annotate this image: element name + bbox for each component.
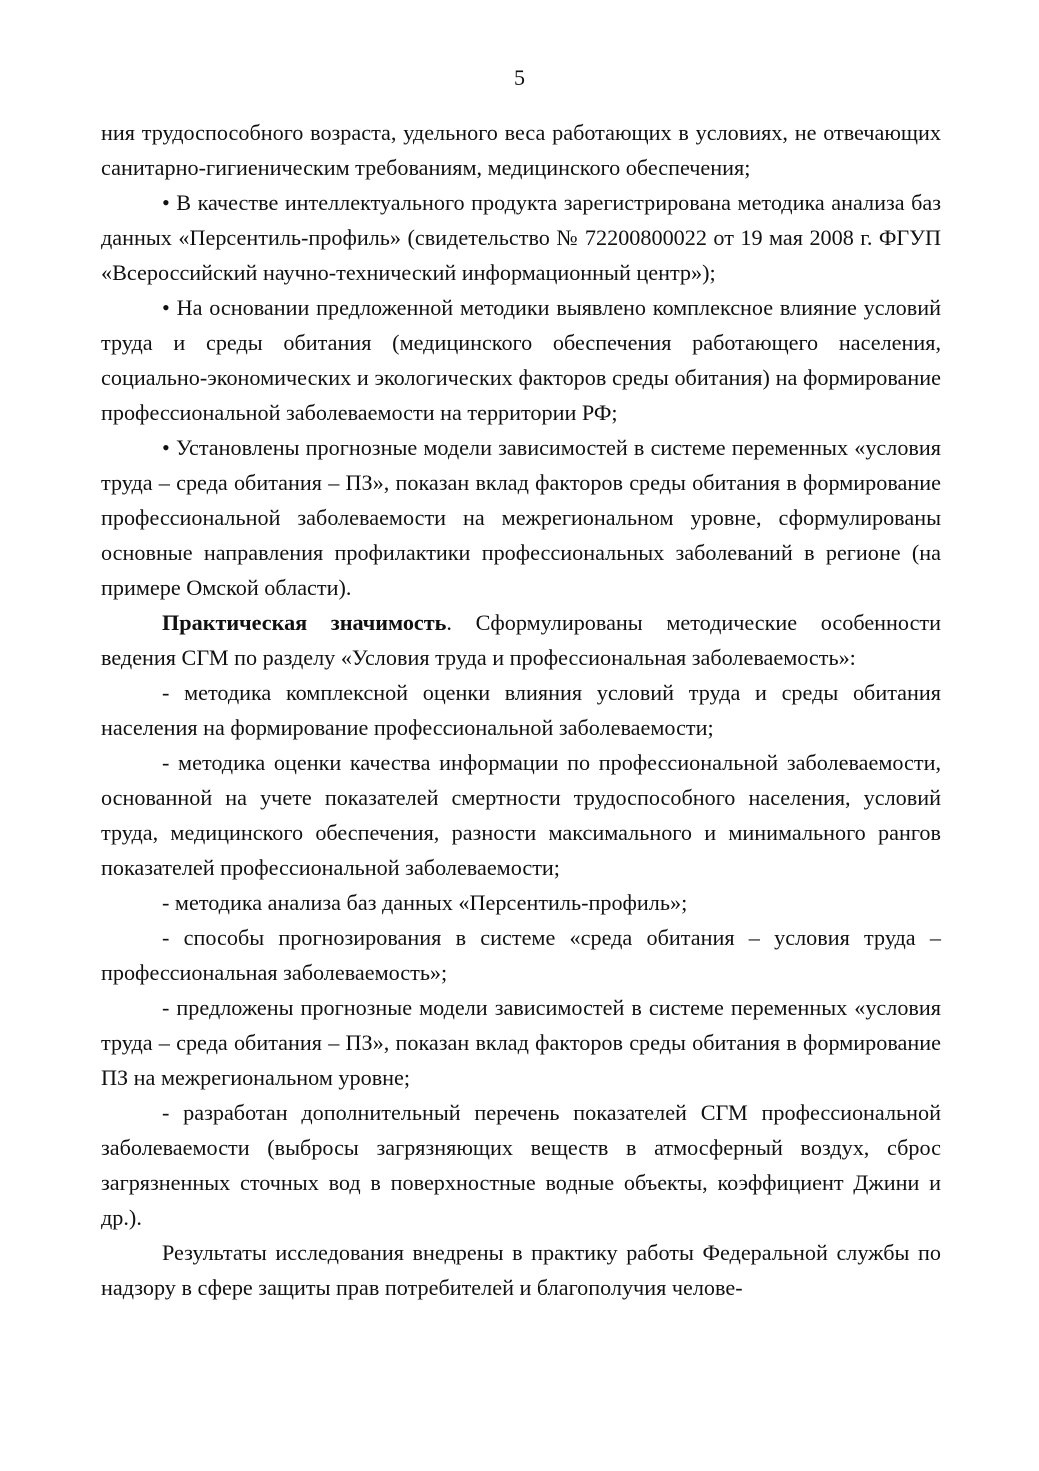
paragraph-implementation: Результаты исследования внедрены в практику работы Федеральной службы по надзору в сфере защиты прав потребителей и благополучия челове- xyxy=(101,1240,941,1300)
practical-significance-text: . Сформулированы методические особенности ведения СГМ по разделу «Условия труда и профессиональная заболеваемость»: xyxy=(101,610,941,670)
list-item-database-analysis: - методика анализа баз данных «Персентиль-профиль»; xyxy=(162,890,688,915)
paragraph-continuation: ния трудоспособного возраста, удельного веса работающих в условиях, не отвечающих санитарно-гигиеническим требованиям, медицинского обеспечения; xyxy=(101,120,941,180)
list-item-complex-assessment: - методика комплексной оценки влияния условий труда и среды обитания населения на формирование профессиональной заболеваемости; xyxy=(101,680,941,740)
bullet-item-forecast-models: • Установлены прогнозные модели зависимостей в системе переменных «условия труда – среда обитания – ПЗ», показан вклад факторов среды обитания в формирование профессиональной заболеваемости на межрегиональном уровне, сформулированы основные направления профилактики профессиональных заболеваний в регионе (на примере Омской области). xyxy=(101,435,941,600)
list-item-forecasting-methods: - способы прогнозирования в системе «среда обитания – условия труда – профессиональная заболеваемость»; xyxy=(101,925,941,985)
list-item-quality-assessment: - методика оценки качества информации по профессиональной заболеваемости, основанной на учете показателей смертности трудоспособного населения, условий труда, медицинского обеспечения, разности максимального и минимального рангов показателей профессиональной заболеваемости; xyxy=(101,750,941,880)
list-item-additional-indicators: - разработан дополнительный перечень показателей СГМ профессиональной заболеваемости (выбросы загрязняющих веществ в атмосферный воздух, сброс загрязненных сточных вод в поверхностные водные объекты, коэффициент Джини и др.). xyxy=(101,1100,941,1230)
paragraph-practical-significance xyxy=(101,605,941,675)
bullet-item-intellectual-product: • В качестве интеллектуального продукта зарегистрирована методика анализа баз данных «Персентиль-профиль» (свидетельство № 72200800022 от 19 мая 2008 г. ФГУП «Всероссийский научно-технический информационный центр»); xyxy=(101,190,941,285)
bullet-item-complex-influence: • На основании предложенной методики выявлено комплексное влияние условий труда и среды обитания (медицинского обеспечения работающего населения, социально-экономических и экологических факторов среды обитания) на формирование профессиональной заболеваемости на территории РФ; xyxy=(101,295,941,425)
practical-significance-heading: Практическая значимость xyxy=(162,610,447,635)
list-item-forecast-models: - предложены прогнозные модели зависимостей в системе переменных «условия труда – среда обитания – ПЗ», показан вклад факторов среды обитания в формирование ПЗ на межрегиональном уровне; xyxy=(101,995,941,1090)
page-number: 5 xyxy=(514,65,525,90)
page-body xyxy=(101,115,941,1305)
